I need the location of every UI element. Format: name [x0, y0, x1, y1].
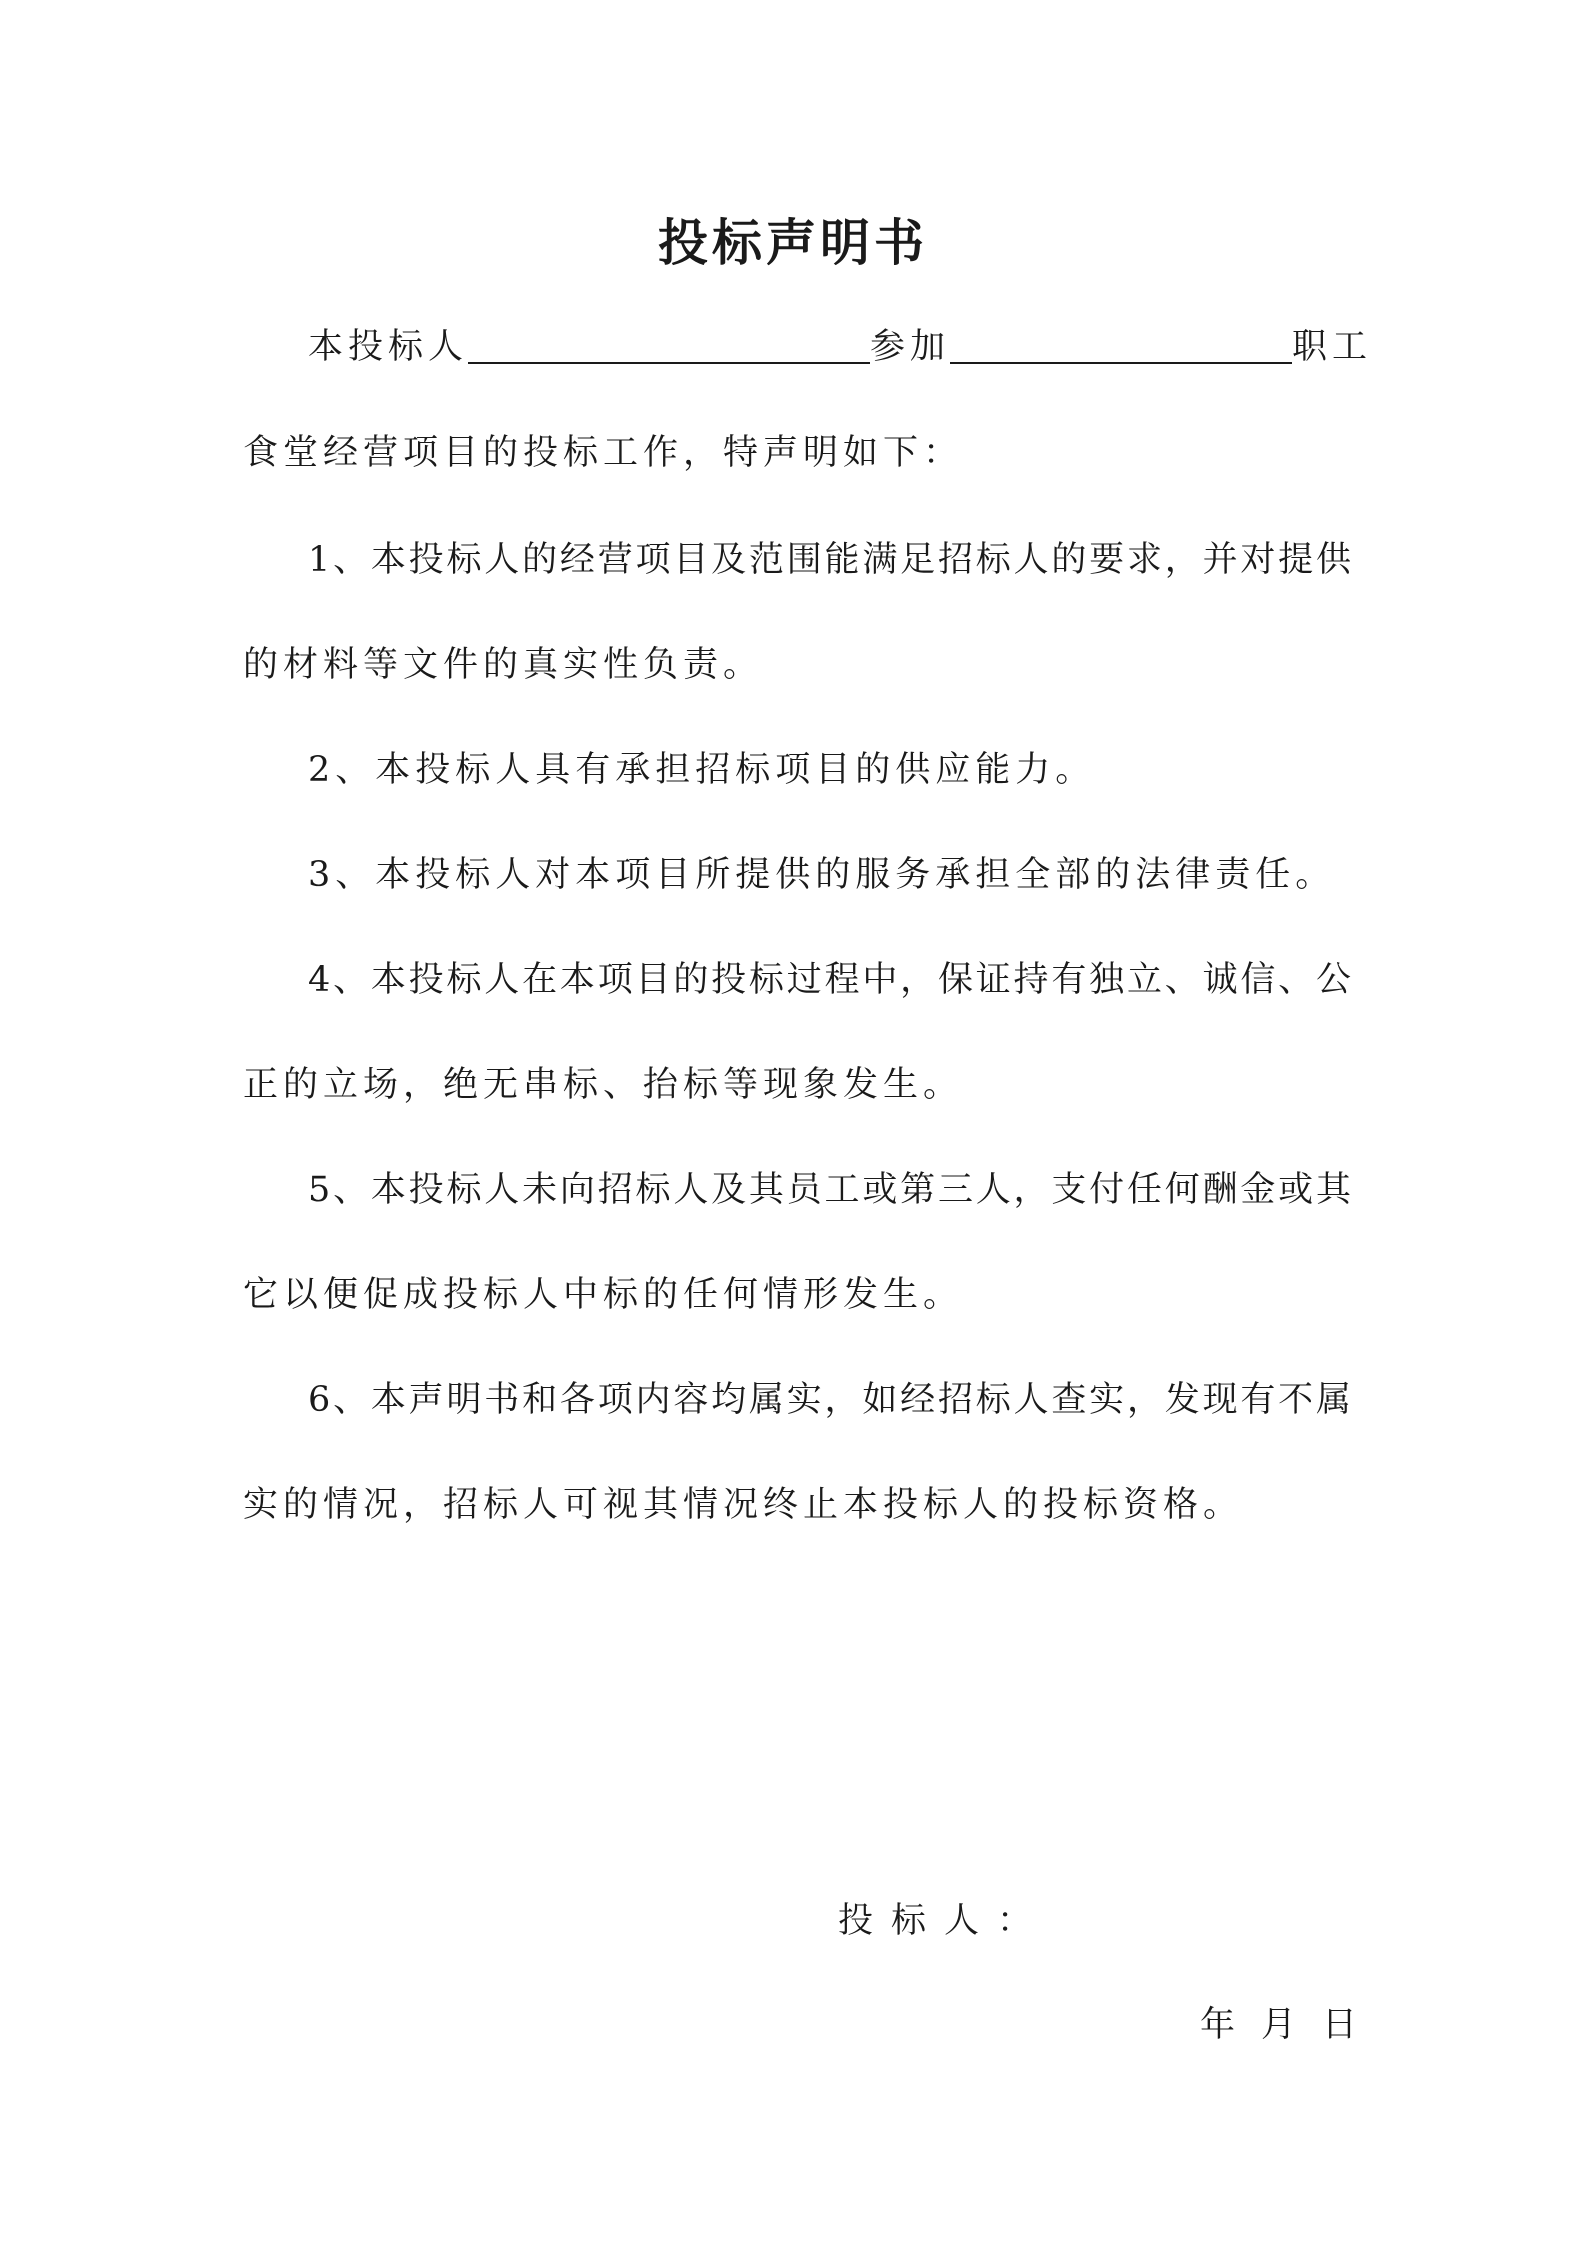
intro-middle: 参加: [870, 327, 951, 367]
page-title: 投标声明书: [658, 213, 928, 272]
item-1-line-2: 的材料等文件的真实性负责。: [243, 645, 764, 685]
intro-suffix: 职工: [1292, 327, 1373, 367]
project-name-blank[interactable]: [950, 324, 1292, 364]
item-3-line-1: 3、本投标人对本项目所提供的服务承担全部的法律责任。: [308, 855, 1336, 895]
intro-line: [308, 322, 1373, 372]
date-year: 年: [1200, 2005, 1236, 2045]
item-6-line-1: 6、本声明书和各项内容均属实，如经招标人查实，发现有不属: [308, 1380, 1351, 1420]
item-6-line-2: 实的情况，招标人可视其情况终止本投标人的投标资格。: [243, 1485, 1244, 1525]
item-1-line-1: 1、本投标人的经营项目及范围能满足招标人的要求，并对提供: [308, 540, 1351, 580]
bidder-name-blank[interactable]: [468, 324, 870, 364]
item-5-line-1: 5、本投标人未向招标人及其员工或第三人，支付任何酬金或其: [308, 1170, 1351, 1210]
item-2-line-1: 2、本投标人具有承担招标项目的供应能力。: [308, 750, 1096, 790]
intro-continuation: 食堂经营项目的投标工作，特声明如下：: [243, 433, 964, 473]
date-day: 日: [1322, 2005, 1358, 2045]
item-5-line-2: 它以便促成投标人中标的任何情形发生。: [243, 1275, 964, 1315]
item-4-line-1: 4、本投标人在本项目的投标过程中，保证持有独立、诚信、公: [308, 960, 1351, 1000]
item-4-line-2: 正的立场，绝无串标、抬标等现象发生。: [243, 1065, 964, 1105]
date-line: [1200, 2000, 1357, 2050]
signature-label: 投标人：: [838, 1901, 1051, 1941]
date-month: 月: [1261, 2005, 1297, 2045]
intro-prefix: 本投标人: [308, 327, 469, 367]
